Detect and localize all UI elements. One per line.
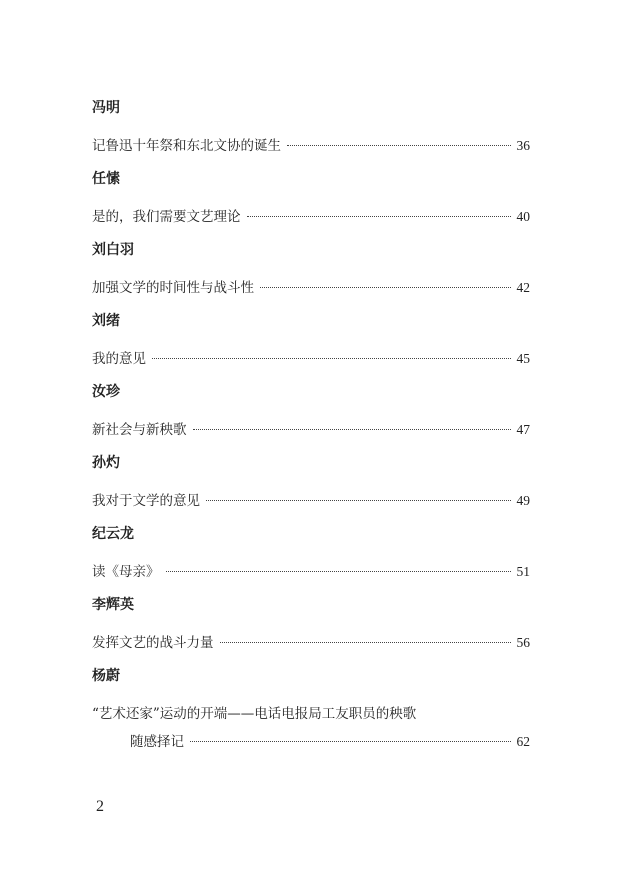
dot-leader: [166, 571, 511, 572]
dot-leader: [206, 500, 511, 501]
toc-entry: [92, 311, 530, 382]
toc-title: 加强文学的时间性与战斗性: [92, 280, 254, 296]
dot-leader: [152, 358, 511, 359]
toc-title: 我对于文学的意见: [92, 493, 200, 509]
toc-line[interactable]: [92, 349, 530, 369]
toc-page-number: 49: [516, 493, 530, 508]
toc-author: 刘绪: [92, 313, 120, 329]
dot-leader: [247, 216, 511, 217]
toc-page-number: 42: [516, 280, 530, 295]
toc-line[interactable]: [92, 207, 530, 227]
table-of-contents: [92, 98, 530, 750]
toc-entry: [92, 169, 530, 240]
toc-page-number: 56: [516, 635, 530, 650]
toc-title: “艺术还家”运动的开端——电话电报局工友职员的秧歌: [92, 706, 417, 722]
toc-line[interactable]: [92, 278, 530, 298]
toc-page-number: 62: [516, 734, 530, 749]
toc-line[interactable]: [92, 633, 530, 653]
dot-leader: [190, 741, 511, 742]
toc-page-number: 40: [516, 209, 530, 224]
dot-leader: [193, 429, 511, 430]
toc-title-continued: 随感择记: [130, 734, 184, 750]
toc-title: 记鲁迅十年祭和东北文协的诞生: [92, 138, 281, 154]
toc-author: 纪云龙: [92, 526, 134, 542]
toc-author: 任愫: [92, 171, 120, 187]
toc-entry: [92, 524, 530, 595]
toc-entry: [92, 382, 530, 453]
toc-page-number: 45: [516, 351, 530, 366]
toc-entry-last: [92, 666, 530, 750]
toc-line-continued[interactable]: [92, 732, 530, 752]
toc-author: 刘白羽: [92, 242, 134, 258]
dot-leader: [220, 642, 511, 643]
page-number: 2: [96, 798, 104, 815]
toc-title: 新社会与新秧歌: [92, 422, 187, 438]
toc-entry: [92, 595, 530, 666]
toc-title: 读《母亲》: [92, 564, 160, 580]
toc-entry: [92, 98, 530, 169]
toc-author: 杨蔚: [92, 668, 120, 684]
toc-page-number: 47: [516, 422, 530, 437]
dot-leader: [287, 145, 511, 146]
toc-page-number: 36: [516, 138, 530, 153]
toc-entry: [92, 453, 530, 524]
toc-title: 发挥文艺的战斗力量: [92, 635, 214, 651]
toc-title: 是的，我们需要文艺理论: [92, 209, 241, 225]
toc-title: 我的意见: [92, 351, 146, 367]
toc-line-first[interactable]: [92, 704, 530, 724]
toc-entry: [92, 240, 530, 311]
toc-author: 李辉英: [92, 597, 134, 613]
toc-line[interactable]: [92, 136, 530, 156]
toc-author: 冯明: [92, 100, 120, 116]
toc-author: 汝珍: [92, 384, 120, 400]
toc-line[interactable]: [92, 491, 530, 511]
dot-leader: [260, 287, 511, 288]
toc-page-number: 51: [516, 564, 530, 579]
toc-author: 孙灼: [92, 455, 120, 471]
toc-line[interactable]: [92, 562, 530, 582]
toc-line[interactable]: [92, 420, 530, 440]
